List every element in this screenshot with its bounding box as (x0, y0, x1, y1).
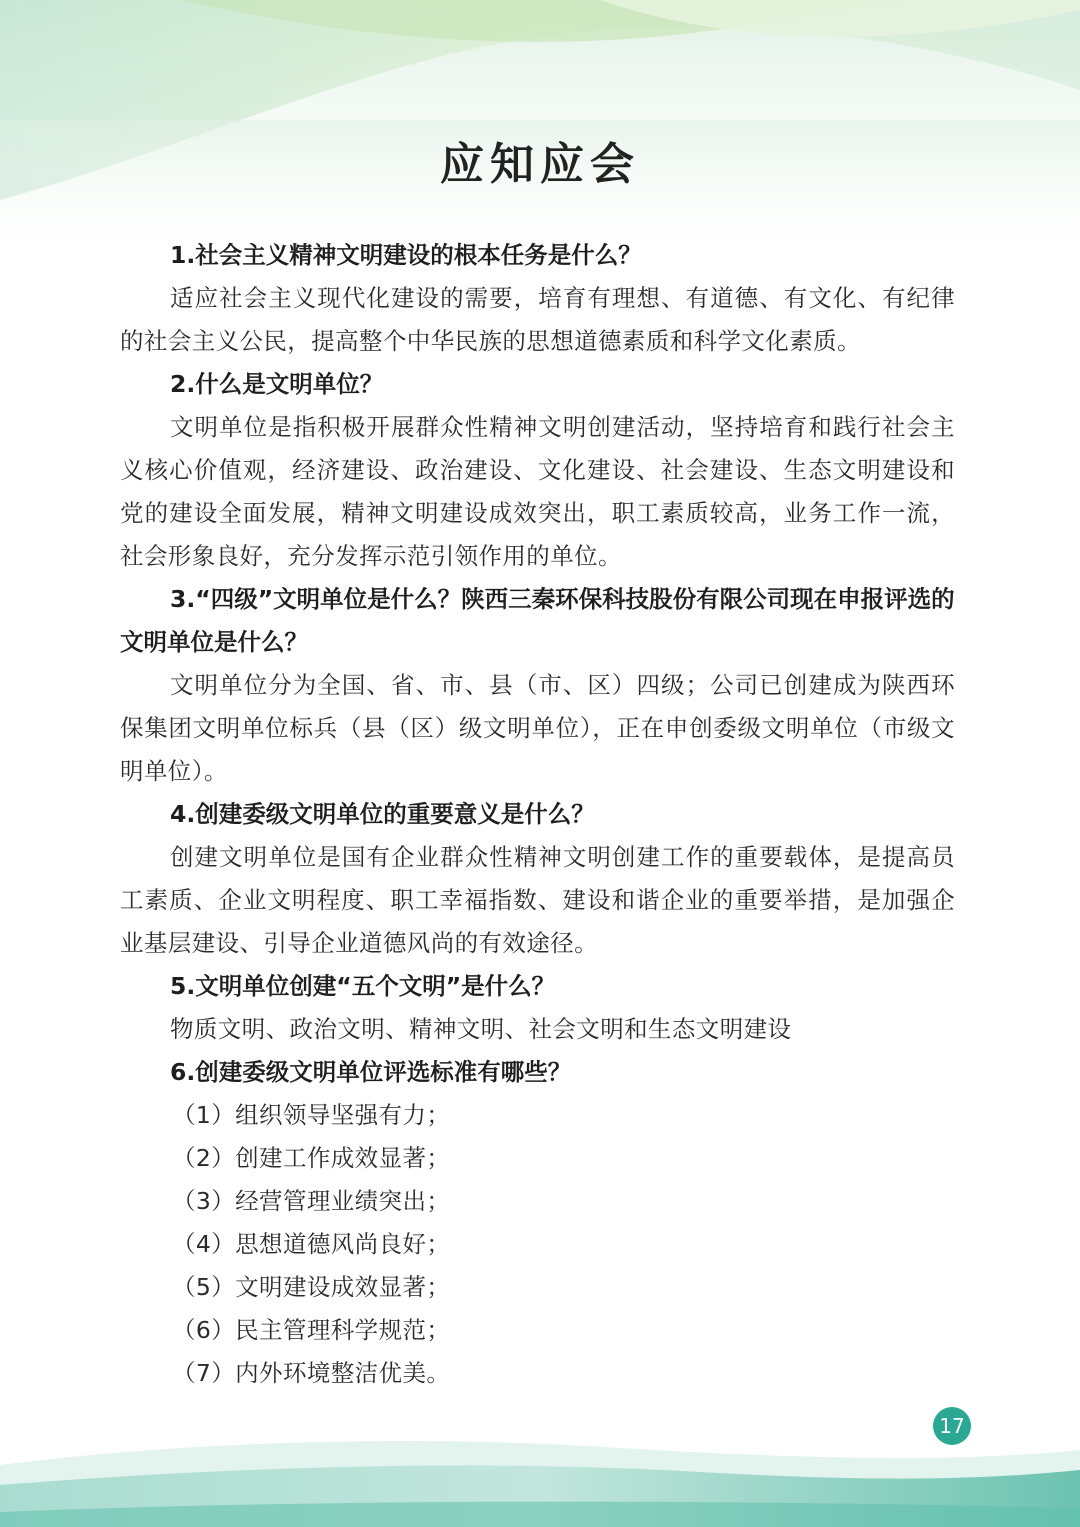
bottom-wave (0, 1420, 1080, 1527)
answer-paragraph: 文明单位分为全国、省、市、县（市、区）四级；公司已创建成为陕西环保集团文明单位标兵（县（区）级文明单位），正在申创委级文明单位（市级文明单位）。 (120, 671, 955, 785)
question-heading: 4.创建委级文明单位的重要意义是什么？ (170, 800, 595, 828)
answer-paragraph: 创建文明单位是国有企业群众性精神文明创建工作的重要载体，是提高员工素质、企业文明程度、职工幸福指数、建设和谐企业的重要举措，是加强企业基层建设、引导企业道德风尚的有效途径。 (120, 843, 955, 957)
question-heading: 2.什么是文明单位？ (170, 370, 384, 398)
answer-paragraph: 文明单位是指积极开展群众性精神文明创建活动，坚持培育和践行社会主义核心价值观，经济建设、政治建设、文化建设、社会建设、生态文明建设和党的建设全面发展，精神文明建设成效突出，职工素质较高，业务工作一流，社会形象良好，充分发挥示范引领作用的单位。 (120, 413, 955, 570)
criteria-item: （1）组织领导坚强有力； (172, 1101, 451, 1129)
criteria-item: （3）经营管理业绩突出； (172, 1187, 451, 1215)
question-heading: 3.“四级”文明单位是什么？陕西三秦环保科技股份有限公司现在申报评选的文明单位是什么？ (120, 585, 955, 656)
question-heading: 1.社会主义精神文明建设的根本任务是什么？ (170, 241, 642, 269)
criteria-item: （6）民主管理科学规范； (172, 1316, 451, 1344)
criteria-item: （4）思想道德风尚良好； (172, 1230, 451, 1258)
question-heading: 6.创建委级文明单位评选标准有哪些？ (170, 1058, 572, 1086)
criteria-item: （5）文明建设成效显著； (172, 1273, 451, 1301)
question-heading: 5.文明单位创建“五个文明”是什么？ (170, 972, 556, 1000)
answer-paragraph: 物质文明、政治文明、精神文明、社会文明和生态文明建设 (170, 1015, 792, 1043)
criteria-item: （2）创建工作成效显著； (172, 1144, 451, 1172)
page-title: 应知应会 (440, 139, 640, 190)
qa-content (120, 234, 955, 1395)
criteria-item: （7）内外环境整洁优美。 (172, 1359, 451, 1387)
answer-paragraph: 适应社会主义现代化建设的需要，培育有理想、有道德、有文化、有纪律的社会主义公民，提高整个中华民族的思想道德素质和科学文化素质。 (120, 284, 955, 355)
page-number-badge: 17 (933, 1407, 971, 1445)
